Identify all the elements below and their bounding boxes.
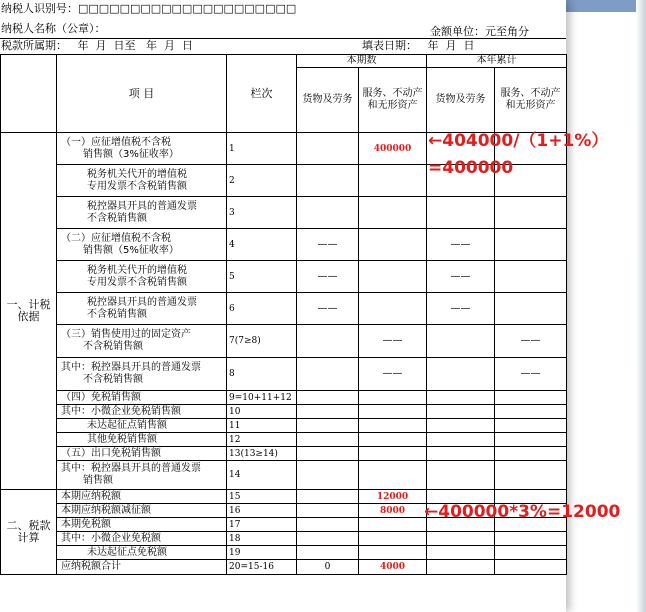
cell-current-services [359, 447, 427, 461]
cell-current-goods [297, 532, 359, 546]
row-item-text: 税控器具开具的普通发票 [87, 200, 197, 212]
row-item [57, 490, 227, 504]
cell-year-services [495, 433, 567, 447]
table-row [1, 532, 567, 546]
row-item-text-cont: 销售额（3%征收率） [83, 148, 179, 160]
cell-year-services [495, 532, 567, 546]
row-item-text: 未达起征点免税额 [87, 546, 167, 558]
annotation-price-result: =400000 [428, 158, 514, 178]
cell-current-services [359, 546, 427, 560]
row-line-no: 6 [227, 293, 297, 325]
row-line-no: 5 [227, 261, 297, 293]
cell-year-services: —— [495, 325, 567, 358]
row-item-text-cont: 不含税销售额 [83, 341, 143, 352]
right-edge-shade [636, 0, 646, 612]
annotation-tax-calc: ←400000*3%=12000 [424, 502, 621, 522]
cell-current-services [359, 419, 427, 433]
table-row [1, 405, 567, 419]
table-row [1, 229, 567, 261]
row-item-text: 本期应纳税额 [61, 490, 121, 502]
cell-current-goods [297, 405, 359, 419]
cell-current-services [359, 433, 427, 447]
cell-year-goods [427, 447, 495, 461]
cell-year-services [495, 405, 567, 419]
row-line-no: 4 [227, 229, 297, 261]
cell-current-goods: —— [297, 293, 359, 325]
cell-current-goods [297, 433, 359, 447]
cell-current-services [359, 293, 427, 325]
row-item [57, 261, 227, 293]
row-line-no: 3 [227, 197, 297, 229]
row-item [57, 419, 227, 433]
table-row [1, 419, 567, 433]
cell-current-services [359, 261, 427, 293]
row-item [57, 325, 227, 358]
section-label-basis: 一、计税依据 [1, 133, 57, 490]
tax-period-label: 税款所属期： 年 月 日至 年 月 日 [1, 39, 193, 52]
row-item-text: 税务机关代开的增值税 [87, 168, 187, 180]
taxpayer-id-boxes: □□□□□□□□□□□□□□□□□□□□□ [78, 2, 297, 15]
cell-year-services [495, 560, 567, 575]
cell-current-goods [297, 325, 359, 358]
row-item [57, 391, 227, 405]
fill-date-label: 填表日期： 年 月 日 [362, 39, 475, 52]
row-item-text: 其他免税销售额 [87, 433, 157, 445]
header-services-year: 服务、不动产和无形资产 [495, 68, 567, 133]
row-line-no: 7(7≥8) [227, 325, 297, 358]
header-current-period: 本期数 [297, 55, 427, 68]
cell-current-goods [297, 461, 359, 490]
cell-current-goods [297, 419, 359, 433]
row-item [57, 358, 227, 391]
cell-current-services: 12000 [359, 490, 427, 504]
taxpayer-name-label: 纳税人名称（公章）： [1, 22, 106, 35]
row-line-no: 19 [227, 546, 297, 560]
header-line-no: 栏次 [227, 55, 297, 133]
cell-year-services [495, 391, 567, 405]
row-item-text: 其中：小微企业免税额 [61, 532, 161, 544]
row-item [57, 433, 227, 447]
cell-year-goods: —— [427, 293, 495, 325]
cell-year-services [495, 261, 567, 293]
row-item [57, 165, 227, 197]
cell-year-goods [427, 433, 495, 447]
table-row [1, 358, 567, 391]
row-item-text: 本期应纳税额减征额 [61, 504, 151, 516]
row-item [57, 504, 227, 518]
cell-year-services [495, 229, 567, 261]
row-item-text: （四）免税销售额 [61, 391, 141, 403]
row-item [57, 461, 227, 490]
cell-year-services [495, 461, 567, 490]
cell-year-goods [427, 405, 495, 419]
table-row [1, 560, 567, 575]
row-item-text-cont: 销售额 [83, 475, 113, 486]
row-line-no: 12 [227, 433, 297, 447]
cell-current-services [359, 405, 427, 419]
header-goods: 货物及劳务 [297, 68, 359, 133]
cell-year-services: —— [495, 358, 567, 391]
amount-unit: 金额单位：元至角分 [430, 25, 529, 38]
header-goods-year: 货物及劳务 [427, 68, 495, 133]
row-line-no: 14 [227, 461, 297, 490]
row-line-no: 17 [227, 518, 297, 532]
cell-current-goods [297, 358, 359, 391]
row-item [57, 518, 227, 532]
row-line-no: 13(13≥14) [227, 447, 297, 461]
row-item-text: （五）出口免税销售额 [61, 447, 161, 459]
row-line-no: 8 [227, 358, 297, 391]
window-title-bar-edge [560, 0, 646, 12]
cell-year-goods [427, 197, 495, 229]
cell-year-services [495, 447, 567, 461]
cell-year-goods [427, 560, 495, 575]
header-year-total: 本年累计 [427, 55, 567, 68]
cell-current-services: 4000 [359, 560, 427, 575]
row-item-text: 税务机关代开的增值税 [87, 264, 187, 276]
cell-year-services [495, 419, 567, 433]
cell-year-goods [427, 358, 495, 391]
header-item: 项 目 [57, 55, 227, 133]
row-line-no: 10 [227, 405, 297, 419]
table-row [1, 461, 567, 490]
row-item [57, 405, 227, 419]
row-item [57, 546, 227, 560]
cell-current-services [359, 518, 427, 532]
section-label-calc: 二、税款计算 [1, 490, 57, 575]
cell-current-goods [297, 504, 359, 518]
cell-current-goods [297, 165, 359, 197]
cell-current-goods: —— [297, 261, 359, 293]
row-item-text-cont: 不含税销售额 [87, 308, 147, 320]
cell-year-services [495, 197, 567, 229]
row-item [57, 532, 227, 546]
row-item [57, 447, 227, 461]
cell-current-goods [297, 447, 359, 461]
row-item-text-cont: 不含税销售额 [83, 374, 143, 385]
cell-current-services: 400000 [359, 133, 427, 165]
table-row [1, 546, 567, 560]
cell-current-services: 8000 [359, 504, 427, 518]
cell-year-goods [427, 325, 495, 358]
cell-current-services [359, 197, 427, 229]
row-item-text: 其中：税控器具开具的普通发票 [61, 463, 201, 474]
row-item-text: （二）应征增值税不含税 [61, 232, 171, 244]
row-item [57, 229, 227, 261]
cell-current-services [359, 532, 427, 546]
table-row [1, 433, 567, 447]
cell-current-services: —— [359, 325, 427, 358]
cell-current-goods [297, 518, 359, 532]
row-line-no: 16 [227, 504, 297, 518]
blank-corner [1, 55, 57, 133]
table-row [1, 293, 567, 325]
table-row [1, 391, 567, 405]
row-item [57, 197, 227, 229]
cell-current-services [359, 229, 427, 261]
row-item-text: 税控器具开具的普通发票 [87, 296, 197, 308]
row-item-text-cont: 不含税销售额 [87, 212, 147, 224]
row-item-text: 其中：小微企业免税销售额 [61, 405, 181, 417]
row-item-text: 其中：税控器具开具的普通发票 [61, 362, 201, 373]
cell-year-goods [427, 391, 495, 405]
cell-current-goods [297, 133, 359, 165]
row-item-text-cont: 专用发票不含税销售额 [87, 180, 187, 192]
row-line-no: 11 [227, 419, 297, 433]
cell-year-goods: —— [427, 261, 495, 293]
taxpayer-id-row [1, 2, 296, 16]
cell-year-goods [427, 461, 495, 490]
row-line-no: 2 [227, 165, 297, 197]
cell-year-goods [427, 546, 495, 560]
table-row [1, 261, 567, 293]
row-item-text: 未达起征点销售额 [87, 419, 167, 431]
cell-year-services [495, 546, 567, 560]
row-line-no: 1 [227, 133, 297, 165]
cell-current-goods [297, 490, 359, 504]
cell-current-services: —— [359, 358, 427, 391]
cell-year-goods [427, 532, 495, 546]
row-line-no: 15 [227, 490, 297, 504]
row-item-text-cont: 销售额（5%征收率） [83, 244, 179, 256]
row-item-text: 应纳税额合计 [61, 561, 121, 572]
row-item-text-cont: 专用发票不含税销售额 [87, 276, 187, 288]
cell-year-services [495, 293, 567, 325]
row-line-no: 20=15-16 [227, 560, 297, 575]
row-item-text: （一）应征增值税不含税 [61, 136, 171, 148]
table-row [1, 325, 567, 358]
cell-current-goods [297, 197, 359, 229]
cell-current-services [359, 391, 427, 405]
annotation-price-conversion: ←404000/（1+1%） [428, 131, 609, 151]
row-item-text: （三）销售使用过的固定资产 [61, 329, 191, 340]
row-item [57, 560, 227, 575]
cell-current-goods: —— [297, 229, 359, 261]
row-line-no: 9=10+11+12 [227, 391, 297, 405]
cell-current-services [359, 461, 427, 490]
cell-current-goods: 0 [297, 560, 359, 575]
cell-current-goods [297, 546, 359, 560]
table-row [1, 197, 567, 229]
row-line-no: 18 [227, 532, 297, 546]
cell-year-goods [427, 419, 495, 433]
cell-current-services [359, 165, 427, 197]
taxpayer-id-label: 纳税人识别号： [1, 2, 78, 15]
row-item [57, 293, 227, 325]
table-row [1, 447, 567, 461]
row-item-text: 本期免税额 [61, 518, 111, 530]
cell-current-goods [297, 391, 359, 405]
row-item [57, 133, 227, 165]
cell-year-goods: —— [427, 229, 495, 261]
header-services: 服务、不动产和无形资产 [359, 68, 427, 133]
